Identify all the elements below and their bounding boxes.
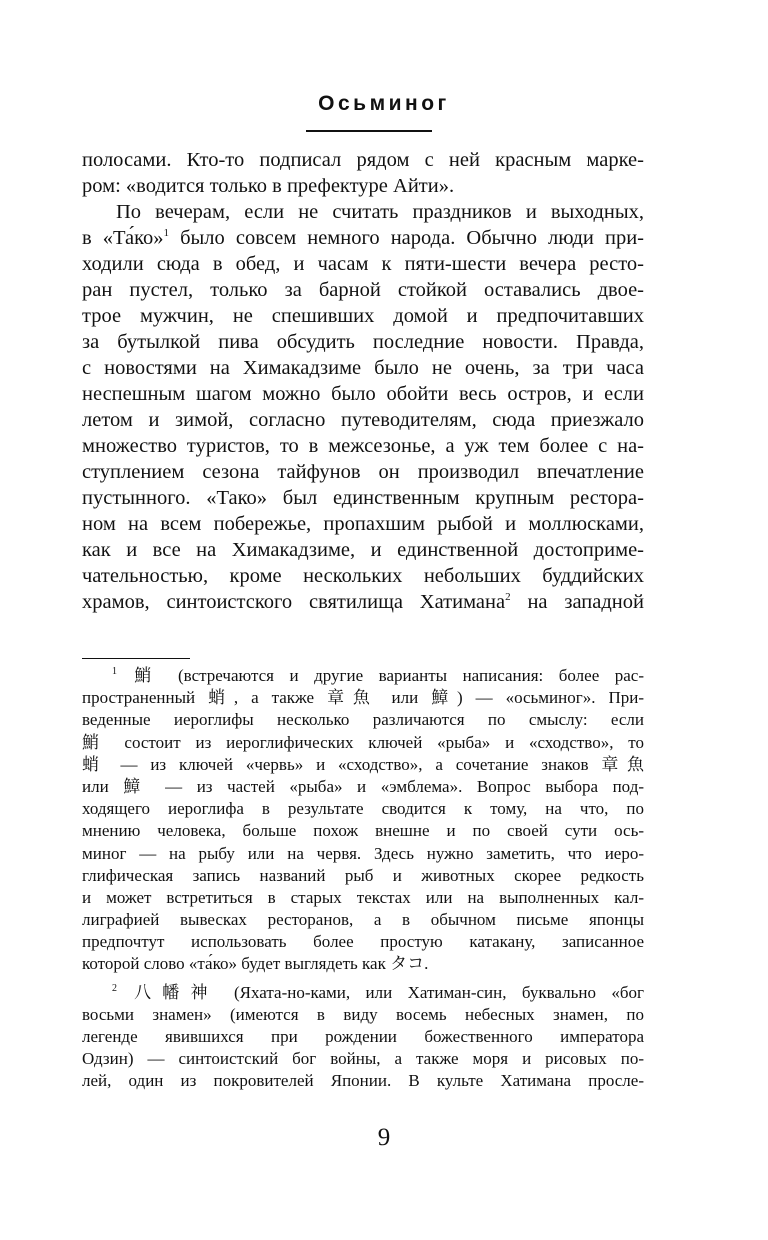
footnote-1-line: мнению человека, больше похож внешне и по своей сути ось-	[82, 821, 644, 841]
text-fragment: в «Та́ко»	[82, 227, 164, 249]
footnote-ref-1: 1	[163, 227, 170, 240]
text-line: полосами. Кто-то подписал рядом с ней красным марке-	[82, 149, 644, 171]
footnote-separator	[82, 658, 190, 659]
text-fragment: храмов, синтоистского святилища Хатимана	[82, 591, 506, 613]
footnote-1-line: предпочтут использовать более простую катакану, записанное	[82, 932, 644, 952]
text-line: ступлением сезона тайфунов он производил впечатление	[82, 461, 644, 483]
footnote-1-line: ходящего иероглифа в результате сводится к тому, на что, по	[82, 799, 644, 819]
footnote-1-line: лиграфией вывесках ресторанов, а в обычном письме японцы	[82, 910, 644, 930]
footnote-2-line: восьми знамен» (имеются в виду восемь небесных знамен, по	[82, 1004, 644, 1024]
text-fragment: на западной	[510, 591, 644, 613]
footnote-2-number: 2	[112, 982, 117, 994]
page-number: 9	[377, 1124, 391, 1151]
text-line: множество туристов, то в межсезонье, а уж тем более с на-	[82, 435, 644, 457]
text-line: ходили сюда в обед, и часам к пяти-шести вечера ресто-	[82, 253, 644, 275]
text-line: трое мужчин, не спешивших домой и предпочитавших	[82, 305, 644, 327]
text-line: летом и зимой, согласно путеводителям, сюда приезжало	[82, 409, 644, 431]
footnote-2-line: легенде явившихся при рождении божественного императора	[82, 1027, 644, 1046]
footnote-2-line	[82, 982, 644, 1004]
text-line	[82, 225, 644, 251]
footnotes-block	[82, 665, 644, 1093]
footnote-2-line: Одзин) — синтоистский бог войны, а также моря и рисовых по-	[82, 1049, 644, 1069]
footnote-1-line: 鮹 состоит из иероглифических ключей «рыба» и «сходство», то	[82, 732, 644, 752]
text-line: ран пустел, только за барной стойкой оставались двое-	[82, 279, 644, 301]
text-line: ном на всем побережье, пропахшим рыбой и моллюсками,	[82, 513, 644, 535]
text-fragment: 八幡神 (Яхата-но-ками, или Хатиман-син, буквально «бог	[123, 982, 644, 1002]
running-header-title: Осьминог	[318, 92, 450, 115]
footnote-1-line: и может встретиться в старых текстах или на выполненных кал-	[82, 887, 644, 907]
footnote-1-line: которой слово «та́ко» будет выглядеть как タコ.	[82, 954, 429, 974]
text-line: чательностью, кроме нескольких небольших буддийских	[82, 565, 644, 587]
text-line: с новостями на Химакадзиме было не очень, за три часа	[82, 357, 644, 379]
text-line	[82, 589, 644, 615]
text-fragment: 鮹 (встречаются и другие варианты написания: более рас-	[123, 666, 644, 685]
text-line: неспешным шагом можно было обойти весь остров, и если	[82, 383, 644, 405]
header-underline	[306, 130, 432, 132]
footnote-1-line: 蛸 — из ключей «червь» и «сходство», а сочетание знаков 章魚	[82, 754, 644, 774]
text-line: как и все на Химакадзиме, и единственной достоприме-	[82, 539, 644, 561]
footnote-1-line: или 鱆 — из частей «рыба» и «эмблема». Вопрос выбора под-	[82, 776, 644, 796]
footnote-2-line: лей, один из покровителей Японии. В культе Хатимана просле-	[82, 1071, 644, 1091]
footnote-ref-2: 2	[505, 591, 511, 604]
footnote-1-line: пространенный 蛸, а также 章魚 или 鱆) — «осьминог». При-	[82, 688, 644, 708]
footnote-1-line	[82, 665, 644, 687]
text-line: ром: «водится только в префектуре Айти».	[82, 175, 455, 197]
footnote-1-line: глифическая запись названий рыб и животных скорее редкость	[82, 865, 644, 885]
text-fragment: было совсем немного народа. Обычно люди при-	[169, 227, 644, 249]
main-text-block	[82, 147, 644, 615]
text-line: пустынного. «Тако» был единственным крупным рестора-	[82, 487, 644, 509]
footnote-1-line: миног — на рыбу или на червя. Здесь нужно заметить, что иеро-	[82, 843, 644, 863]
footnote-1-number: 1	[112, 666, 117, 678]
footnote-1-line: веденные иероглифы несколько различаются по смыслу: если	[82, 710, 644, 730]
text-line: за бутылкой пива обсудить последние новости. Правда,	[82, 331, 644, 353]
text-line: По вечерам, если не считать праздников и выходных,	[116, 201, 644, 223]
